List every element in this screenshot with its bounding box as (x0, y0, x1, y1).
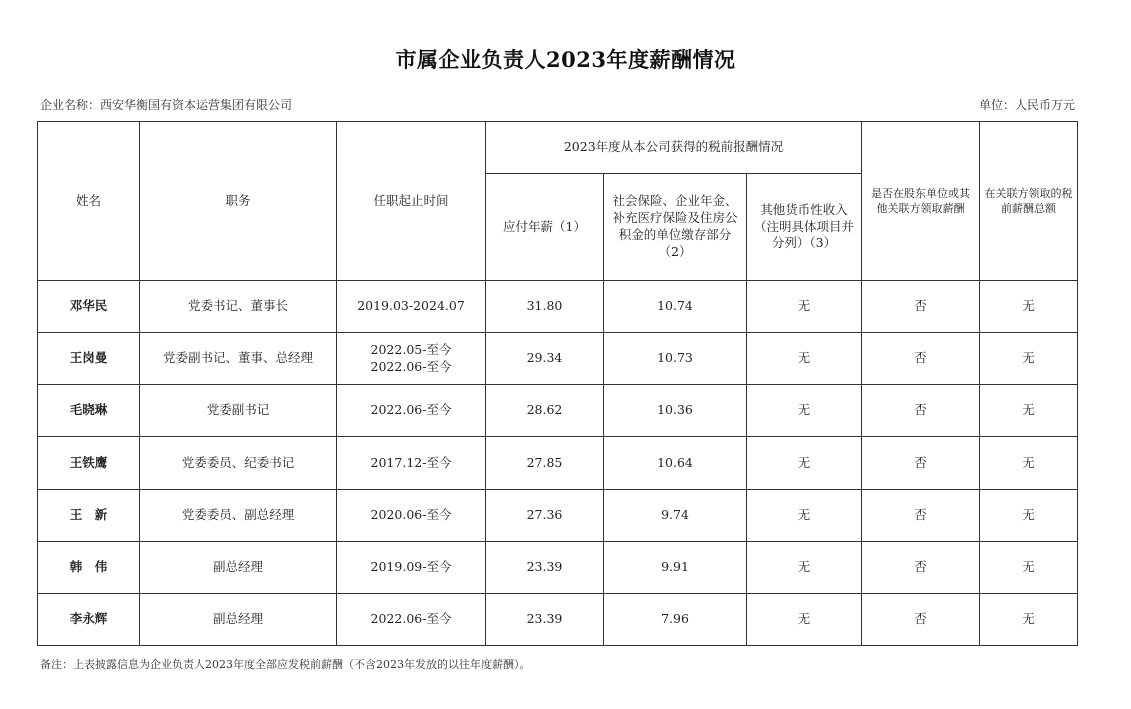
cell-salary: 28.62 (486, 385, 604, 437)
cell-other: 无 (747, 593, 862, 645)
cell-other: 无 (747, 489, 862, 541)
table-row (38, 593, 1078, 645)
header-group: 2023年度从本公司获得的税前报酬情况 (486, 122, 862, 174)
cell-shareholder: 否 (862, 385, 980, 437)
table-row (38, 385, 1078, 437)
table-row (38, 541, 1078, 593)
table-row (38, 437, 1078, 489)
cell-position: 党委副书记、董事、总经理 (140, 333, 337, 385)
cell-related: 无 (980, 281, 1078, 333)
cell-insurance: 9.74 (604, 489, 747, 541)
cell-tenure: 2020.06-至今 (337, 489, 486, 541)
cell-insurance: 7.96 (604, 593, 747, 645)
header-insurance: 社会保险、企业年金、补充医疗保险及住房公积金的单位缴存部分（2） (604, 174, 747, 281)
header-tenure: 任职起止时间 (337, 122, 486, 281)
cell-insurance: 9.91 (604, 541, 747, 593)
cell-position: 党委副书记 (140, 385, 337, 437)
unit-label: 单位：人民币万元 (978, 98, 1075, 112)
cell-position: 党委委员、副总经理 (140, 489, 337, 541)
header-salary: 应付年薪（1） (486, 174, 604, 281)
cell-related: 无 (980, 437, 1078, 489)
cell-name: 毛晓琳 (38, 385, 140, 437)
cell-position: 党委书记、董事长 (140, 281, 337, 333)
header-name: 姓名 (38, 122, 140, 281)
table-body (38, 281, 1078, 646)
cell-name: 李永辉 (38, 593, 140, 645)
cell-tenure: 2022.06-至今 (337, 385, 486, 437)
cell-salary: 31.80 (486, 281, 604, 333)
cell-shareholder: 否 (862, 593, 980, 645)
cell-insurance: 10.64 (604, 437, 747, 489)
page-title: 市属企业负责人2023年度薪酬情况 (395, 47, 736, 72)
cell-shareholder: 否 (862, 541, 980, 593)
cell-other: 无 (747, 541, 862, 593)
cell-other: 无 (747, 281, 862, 333)
cell-shareholder: 否 (862, 281, 980, 333)
cell-other: 无 (747, 437, 862, 489)
cell-insurance: 10.74 (604, 281, 747, 333)
cell-salary: 29.34 (486, 333, 604, 385)
cell-related: 无 (980, 541, 1078, 593)
cell-position: 党委委员、纪委书记 (140, 437, 337, 489)
cell-position: 副总经理 (140, 541, 337, 593)
cell-tenure: 2019.09-至今 (337, 541, 486, 593)
salary-table (37, 121, 1078, 646)
cell-other: 无 (747, 385, 862, 437)
header-related: 在关联方领取的税前薪酬总额 (980, 122, 1078, 281)
cell-other: 无 (747, 333, 862, 385)
cell-shareholder: 否 (862, 489, 980, 541)
cell-position: 副总经理 (140, 593, 337, 645)
company-name: 企业名称：西安华衡国有资本运营集团有限公司 (40, 98, 293, 112)
cell-salary: 27.85 (486, 437, 604, 489)
table-row (38, 281, 1078, 333)
cell-tenure: 2017.12-至今 (337, 437, 486, 489)
cell-salary: 23.39 (486, 541, 604, 593)
cell-related: 无 (980, 489, 1078, 541)
header-shareholder: 是否在股东单位或其他关联方领取薪酬 (862, 122, 980, 281)
cell-insurance: 10.36 (604, 385, 747, 437)
table-row (38, 489, 1078, 541)
table-row (38, 333, 1078, 385)
cell-name: 王岗曼 (38, 333, 140, 385)
cell-tenure: 2022.05-至今 2022.06-至今 (337, 333, 486, 385)
cell-related: 无 (980, 385, 1078, 437)
cell-salary: 27.36 (486, 489, 604, 541)
cell-related: 无 (980, 593, 1078, 645)
cell-shareholder: 否 (862, 333, 980, 385)
header-other: 其他货币性收入（注明具体项目并分列）（3） (747, 174, 862, 281)
footnote: 备注：上表披露信息为企业负责人2023年度全部应发税前薪酬（不含2023年发放的以往年度薪酬）。 (40, 658, 531, 671)
cell-tenure: 2022.06-至今 (337, 593, 486, 645)
cell-shareholder: 否 (862, 437, 980, 489)
cell-salary: 23.39 (486, 593, 604, 645)
cell-name: 王铁鹰 (38, 437, 140, 489)
cell-name: 韩 伟 (38, 541, 140, 593)
cell-tenure: 2019.03-2024.07 (337, 281, 486, 333)
cell-insurance: 10.73 (604, 333, 747, 385)
cell-related: 无 (980, 333, 1078, 385)
cell-name: 邓华民 (38, 281, 140, 333)
header-position: 职务 (140, 122, 337, 281)
cell-name: 王 新 (38, 489, 140, 541)
